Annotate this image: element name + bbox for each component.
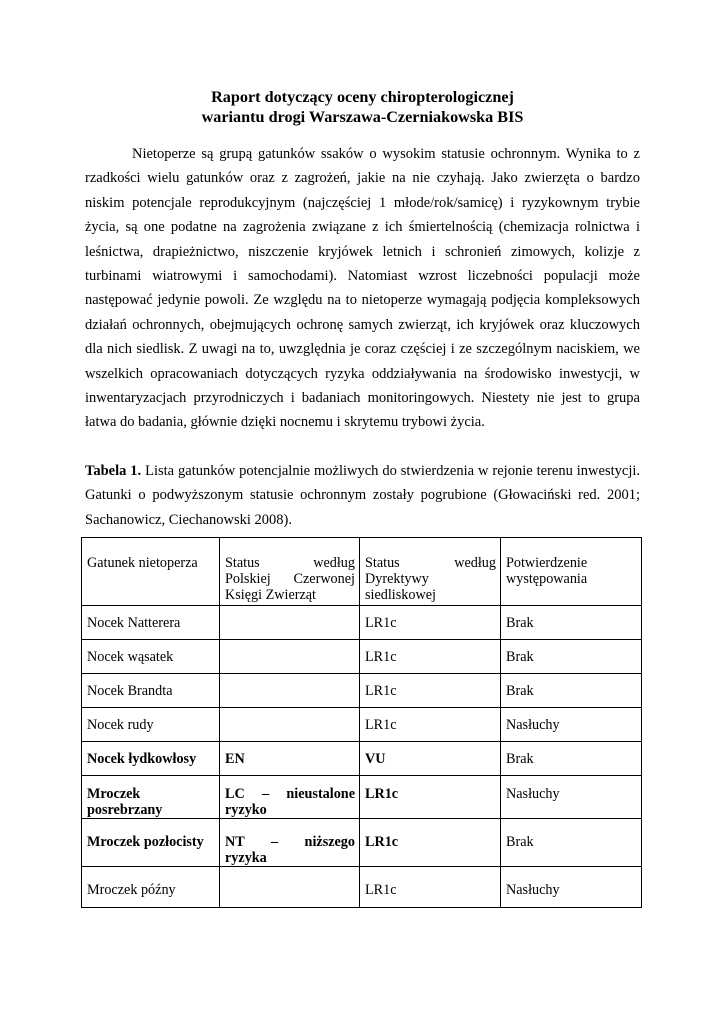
cell-pl-status	[220, 776, 360, 819]
cell-confirm: Brak	[501, 640, 642, 674]
species-table	[81, 537, 642, 908]
cell-eu-status: LR1c	[360, 674, 501, 708]
header-eu-line3: siedliskowej	[365, 587, 436, 603]
cell-eu-status: LR1c	[360, 867, 501, 908]
cell-pl-status	[220, 606, 360, 640]
cell-species	[82, 776, 220, 819]
table-header-row	[82, 538, 642, 606]
header-eu-line1: Status według	[365, 555, 496, 571]
table-row	[82, 674, 642, 708]
cell-eu-status: LR1c	[360, 708, 501, 742]
cell-pl-status: EN	[220, 742, 360, 776]
header-confirm	[501, 538, 642, 606]
cell-pl-status	[220, 674, 360, 708]
table-row	[82, 640, 642, 674]
title-line-1: Raport dotyczący oceny chiropterologicznej	[211, 88, 514, 106]
cell-species: Nocek rudy	[82, 708, 220, 742]
table-caption-text: Lista gatunków potencjalnie możliwych do stwierdzenia w rejonie terenu inwestycji. Gatunki o podwyższonym statusie ochronnym zostały pogrubione (Głowaciński red. 2001; Sachanowicz, Ciechanowski 2008).	[85, 463, 640, 528]
header-species: Gatunek nietoperza	[82, 538, 220, 606]
cell-species-line1: Mroczek	[87, 786, 141, 802]
cell-eu-status: LR1c	[360, 640, 501, 674]
cell-pl-line1: NT – niższego	[225, 834, 355, 850]
header-confirm-line1: Potwierdzenie	[506, 555, 588, 571]
cell-confirm: Brak	[501, 674, 642, 708]
header-pl-line3: Księgi Zwierząt	[225, 587, 316, 603]
cell-confirm: Brak	[501, 819, 642, 867]
table-row	[82, 867, 642, 908]
cell-species: Mroczek późny	[82, 867, 220, 908]
cell-eu-status: LR1c	[360, 776, 501, 819]
cell-confirm: Nasłuchy	[501, 776, 642, 819]
cell-species: Mroczek pozłocisty	[82, 819, 220, 867]
cell-species-line2: posrebrzany	[87, 802, 163, 818]
cell-eu-status: LR1c	[360, 606, 501, 640]
intro-paragraph: Nietoperze są grupą gatunków ssaków o wysokim statusie ochronnym. Wynika to z rzadkości wielu gatunków oraz z zagrożeń, jakie na nie czyhają. Jako zwierzęta o bardzo niskim potencjale reprodukcyjnym (najczęściej 1 młode/rok/samicę) i ryzykownym trybie życia, są one podatne na zagrożenia związane z ich śmiertelnością (chemizacja rolnictwa i leśnictwa, drapieżnictwo, niszczenie kryjówek letnich i schronień zimowych, kolizje z turbinami wiatrowymi i samochodami). Natomiast wzrost liczebności populacji może następować jedynie powoli. Ze względu na to nietoperze wymagają podjęcia kompleksowych działań ochronnych, obejmujących ochronę samych zwierząt, ich kryjówek oraz kluczowych dla nich siedlisk. Z uwagi na to, uwzględnia je coraz częściej i ze szczególnym naciskiem, we wszelkich opracowaniach dotyczących ryzyka oddziaływania na środowisko inwestycji, w inwentaryzacjach przyrodniczych i badaniach monitoringowych. Niestety nie jest to grupa łatwa do badania, głównie dzięki nocnemu i skrytemu trybowi życia.	[85, 146, 640, 431]
cell-pl-line1: LC – nieustalone	[225, 786, 355, 802]
cell-species: Nocek łydkowłosy	[82, 742, 220, 776]
cell-pl-line2: ryzyko	[225, 802, 267, 818]
table-caption	[85, 459, 640, 532]
cell-species: Nocek Brandta	[82, 674, 220, 708]
cell-confirm: Nasłuchy	[501, 708, 642, 742]
header-pl-status	[220, 538, 360, 606]
header-pl-line2: Polskiej Czerwonej	[225, 571, 355, 587]
cell-eu-status: LR1c	[360, 819, 501, 867]
header-eu-status	[360, 538, 501, 606]
cell-pl-status	[220, 867, 360, 908]
header-eu-line2: Dyrektywy	[365, 571, 429, 587]
cell-pl-status	[220, 708, 360, 742]
cell-species: Nocek Natterera	[82, 606, 220, 640]
table-row	[82, 819, 642, 867]
cell-species: Nocek wąsatek	[82, 640, 220, 674]
table-row	[82, 742, 642, 776]
cell-eu-status: VU	[360, 742, 501, 776]
header-pl-line1: Status według	[225, 555, 355, 571]
cell-pl-status	[220, 640, 360, 674]
table-row	[82, 708, 642, 742]
cell-confirm: Brak	[501, 742, 642, 776]
header-confirm-line2: występowania	[506, 571, 588, 587]
title-line-2: wariantu drogi Warszawa-Czerniakowska BIS	[201, 108, 524, 126]
cell-pl-status	[220, 819, 360, 867]
cell-confirm: Brak	[501, 606, 642, 640]
cell-pl-line2: ryzyka	[225, 850, 267, 866]
document-title	[0, 87, 725, 127]
cell-confirm: Nasłuchy	[501, 867, 642, 908]
table-caption-label: Tabela 1.	[85, 463, 142, 479]
table-row	[82, 776, 642, 819]
table-row	[82, 606, 642, 640]
